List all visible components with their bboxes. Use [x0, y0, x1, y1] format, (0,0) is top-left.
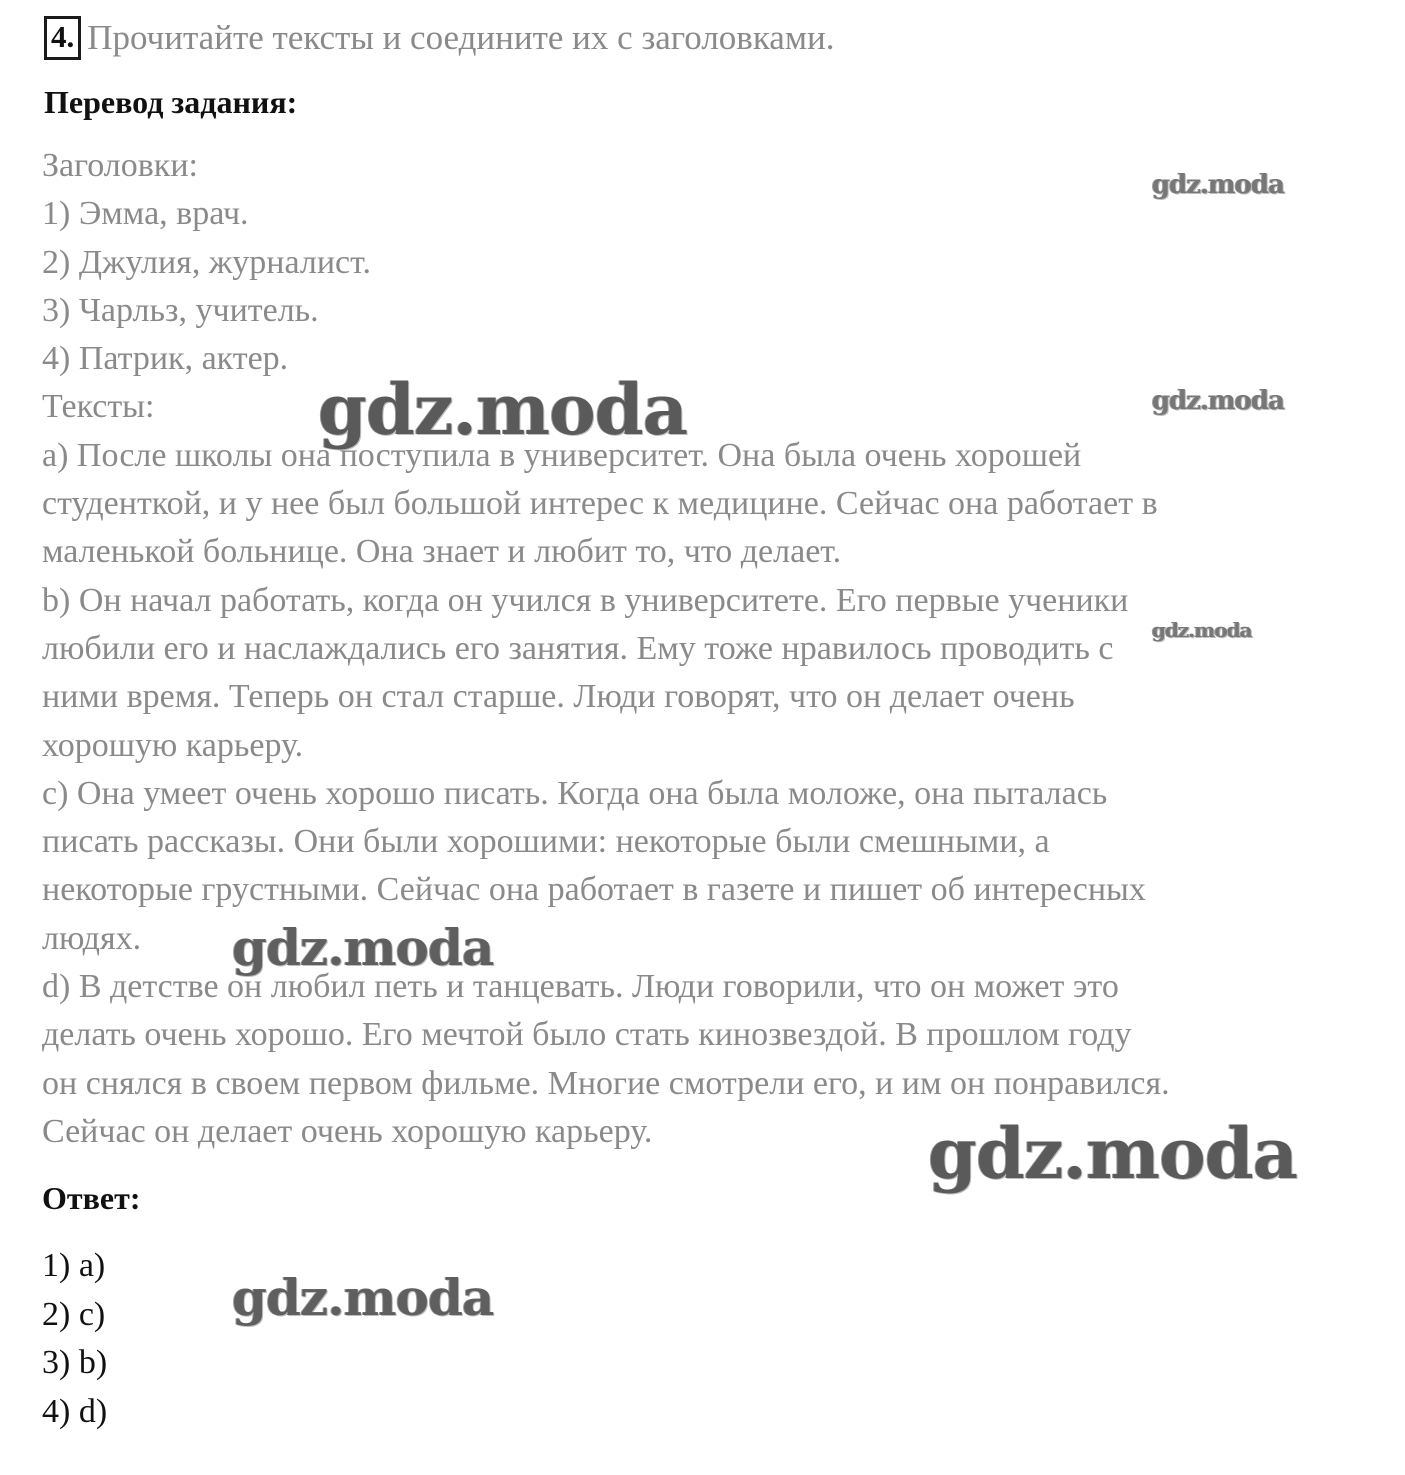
answer-item: 4) d) — [42, 1392, 108, 1430]
body-line: Тексты: — [42, 388, 155, 426]
body-line: 1) Эмма, врач. — [42, 195, 249, 233]
watermark: gdz.moda — [1152, 170, 1285, 200]
watermark: gdz.moda — [318, 368, 688, 451]
body-line: некоторые грустными. Сейчас она работает в газете и пишет об интересных — [42, 871, 1146, 909]
body-line: 3) Чарльз, учитель. — [42, 291, 319, 329]
body-line: d) В детстве он любил петь и танцевать. Люди говорили, что он может это — [42, 968, 1119, 1006]
answer-item: 2) c) — [42, 1295, 106, 1333]
answer-item: 3) b) — [42, 1344, 108, 1381]
task-instruction: Прочитайте тексты и соедините их с заголовками. — [87, 18, 835, 57]
watermark: gdz.moda — [232, 918, 494, 977]
body-line: любили его и наслаждались его занятия. Ему тоже нравилось проводить с — [42, 629, 1114, 667]
body-line: ними время. Теперь он стал старше. Люди говорят, что он делает очень — [42, 678, 1075, 716]
task-header — [44, 14, 834, 62]
body-line: людях. — [42, 919, 142, 957]
answer-item: 1) a) — [42, 1247, 106, 1284]
body-line: b) Он начал работать, когда он учился в университете. Его первые ученики — [42, 581, 1129, 619]
translation-body — [42, 142, 1170, 1156]
answer-heading: Ответ: — [42, 1180, 141, 1216]
body-line: он снялся в своем первом фильме. Многие смотрели его, и им он понравился. — [42, 1064, 1170, 1102]
body-line: делать очень хорошо. Его мечтой было стать кинозвездой. В прошлом году — [42, 1016, 1132, 1054]
watermark: gdz.moda — [1152, 618, 1252, 642]
body-line: 4) Патрик, актер. — [42, 340, 289, 378]
task-number: 4. — [44, 16, 81, 60]
body-line: Сейчас он делает очень хорошую карьеру. — [42, 1112, 653, 1150]
watermark: gdz.moda — [232, 1268, 494, 1327]
body-line: c) Она умеет очень хорошо писать. Когда она была моложе, она пыталась — [42, 774, 1108, 812]
body-line: 2) Джулия, журналист. — [42, 243, 371, 281]
body-line: писать рассказы. Они были хорошими: некоторые были смешными, а — [42, 823, 1050, 861]
body-line: Заголовки: — [42, 147, 198, 184]
body-line: маленькой больнице. Она знает и любит то, что делает. — [42, 533, 842, 571]
body-line: a) После школы она поступила в университет. Она была очень хорошей — [42, 436, 1082, 474]
translation-heading: Перевод задания: — [44, 84, 298, 120]
watermark: gdz.moda — [928, 1112, 1298, 1195]
body-line: хорошую карьеру. — [42, 726, 304, 764]
watermark: gdz.moda — [1152, 386, 1285, 416]
body-line: студенткой, и у нее был большой интерес к медицине. Сейчас она работает в — [42, 485, 1158, 523]
answer-list — [42, 1242, 107, 1436]
